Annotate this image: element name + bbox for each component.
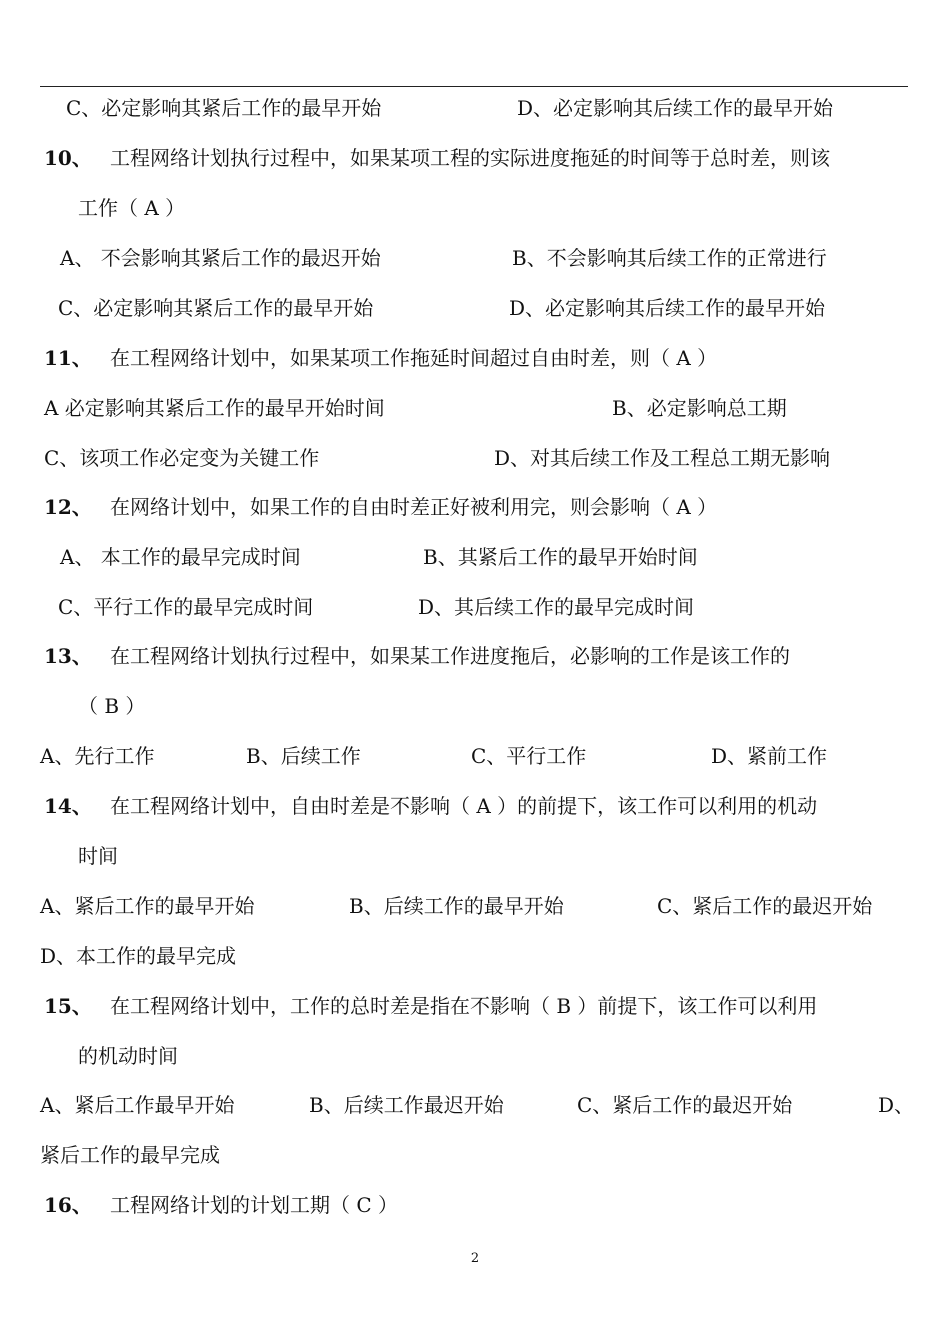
q12-option-d: D、其后续工作的最早完成时间 <box>418 595 695 619</box>
q12-option-a: A、 本工作的最早完成时间 <box>60 545 301 569</box>
q10-stem-line1: 工程网络计划执行过程中，如果某项工程的实际进度拖延的时间等于总时差，则该 <box>110 146 830 170</box>
q9-option-c: C、必定影响其紧后工作的最早开始 <box>66 96 382 120</box>
q10-option-d: D、必定影响其后续工作的最早开始 <box>509 296 826 320</box>
q13-option-a: A、先行工作 <box>40 744 155 768</box>
q14-number: 14、 <box>44 794 92 818</box>
q15-option-d-text: 紧后工作的最早完成 <box>40 1143 220 1167</box>
q13-stem-line1: 在工程网络计划执行过程中，如果某工作进度拖后，必影响的工作是该工作的 <box>110 644 790 668</box>
q14-option-c: C、紧后工作的最迟开始 <box>657 894 873 918</box>
q10-option-b: B、不会影响其后续工作的正常进行 <box>512 246 827 270</box>
q10-number: 10、 <box>44 146 92 170</box>
q14-option-a: A、紧后工作的最早开始 <box>40 894 255 918</box>
q13-option-d: D、紧前工作 <box>711 744 828 768</box>
q12-option-c: C、平行工作的最早完成时间 <box>58 595 314 619</box>
q11-stem: 在工程网络计划中，如果某项工作拖延时间超过自由时差，则（ A ） <box>110 346 718 370</box>
q15-option-b: B、后续工作最迟开始 <box>309 1093 504 1117</box>
q12-number: 12、 <box>44 495 92 519</box>
header-rule <box>40 86 908 87</box>
q14-stem-line2: 时间 <box>78 844 118 868</box>
q15-stem-line2: 的机动时间 <box>78 1044 178 1068</box>
q11-option-a: A 必定影响其紧后工作的最早开始时间 <box>44 396 385 420</box>
q16-number: 16、 <box>44 1193 92 1217</box>
q10-option-c: C、必定影响其紧后工作的最早开始 <box>58 296 374 320</box>
q12-stem: 在网络计划中，如果工作的自由时差正好被利用完，则会影响（ A ） <box>110 495 718 519</box>
q13-number: 13、 <box>44 644 92 668</box>
q15-option-d-label: D、 <box>878 1093 915 1117</box>
q15-option-c: C、紧后工作的最迟开始 <box>577 1093 793 1117</box>
q13-option-c: C、平行工作 <box>471 744 587 768</box>
q10-stem-line2: 工作（ A ） <box>78 196 186 220</box>
q13-stem-line2: （ B ） <box>78 694 146 718</box>
q11-option-b: B、必定影响总工期 <box>612 396 787 420</box>
q15-number: 15、 <box>44 994 92 1018</box>
q10-option-a: A、 不会影响其紧后工作的最迟开始 <box>60 246 381 270</box>
q13-option-b: B、后续工作 <box>246 744 361 768</box>
page-number: 2 <box>470 1251 480 1266</box>
q14-stem-line1: 在工程网络计划中，自由时差是不影响（ A ）的前提下，该工作可以利用的机动 <box>110 794 818 818</box>
q11-option-c: C、该项工作必定变为关键工作 <box>44 446 320 470</box>
q11-option-d: D、对其后续工作及工程总工期无影响 <box>494 446 831 470</box>
q11-number: 11、 <box>44 346 92 370</box>
q15-stem-line1: 在工程网络计划中，工作的总时差是指在不影响（ B ）前提下，该工作可以利用 <box>110 994 818 1018</box>
q16-stem: 工程网络计划的计划工期（ C ） <box>110 1193 399 1217</box>
q15-option-a: A、紧后工作最早开始 <box>40 1093 235 1117</box>
q9-option-d: D、必定影响其后续工作的最早开始 <box>517 96 834 120</box>
q12-option-b: B、其紧后工作的最早开始时间 <box>423 545 698 569</box>
q14-option-d: D、本工作的最早完成 <box>40 944 237 968</box>
q14-option-b: B、后续工作的最早开始 <box>349 894 564 918</box>
